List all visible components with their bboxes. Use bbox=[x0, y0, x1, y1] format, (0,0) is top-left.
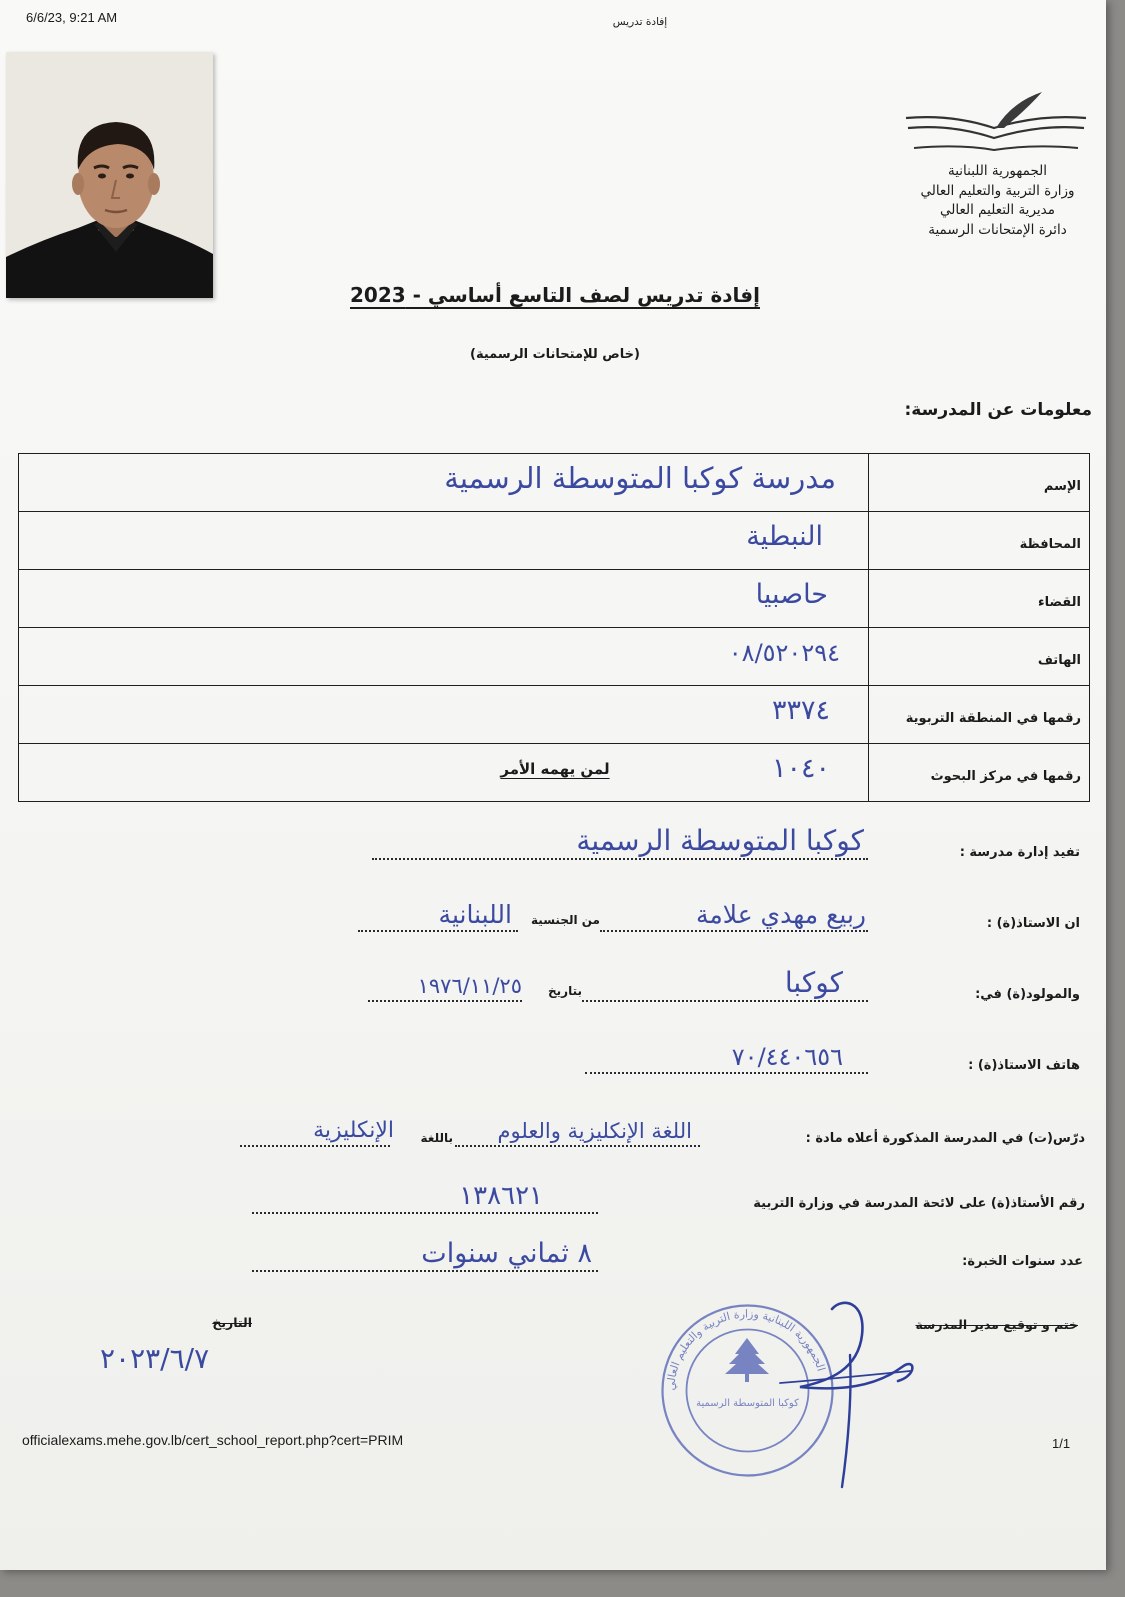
birthdate-label: بتاريخ bbox=[548, 984, 582, 998]
source-url: officialexams.mehe.gov.lb/cert_school_report.php?cert=PRIM bbox=[22, 1432, 404, 1448]
nationality-field bbox=[358, 900, 518, 932]
applicant-photo bbox=[6, 52, 213, 298]
birthdate-value: ١٩٧٦/١١/٢٥ bbox=[417, 974, 522, 998]
language-label: باللغة bbox=[420, 1131, 453, 1145]
school-info-table bbox=[18, 453, 1090, 802]
cedar-icon bbox=[725, 1338, 769, 1382]
experience-field bbox=[252, 1240, 598, 1272]
subject-value: اللغة الإنكليزية والعلوم bbox=[497, 1119, 692, 1143]
stamp-ring-text: الجمهورية اللبنانية وزارة التربية والتعليم العالي bbox=[664, 1307, 828, 1391]
row-value: ٣٣٧٤ bbox=[19, 686, 869, 744]
teacher-name-field bbox=[600, 900, 868, 932]
table-row-region-number bbox=[19, 686, 1090, 744]
school-label: تفيد إدارة مدرسة : bbox=[959, 845, 1080, 860]
birthdate-field bbox=[368, 970, 522, 1002]
table-row-district bbox=[19, 570, 1090, 628]
nationality-label: من الجنسية bbox=[531, 913, 600, 927]
row-value: ٠٨/٥٢٠٢٩٤ bbox=[19, 628, 869, 686]
row-value: مدرسة كوكبا المتوسطة الرسمية bbox=[19, 454, 869, 512]
table-row-governorate bbox=[19, 512, 1090, 570]
table-row-name bbox=[19, 454, 1090, 512]
print-page-title: إفادة تدريس bbox=[612, 16, 668, 28]
teacher-phone-field bbox=[585, 1042, 868, 1074]
ministry-book-pen-icon bbox=[900, 88, 1090, 158]
row-value: النبطية bbox=[19, 512, 869, 570]
teacher-number-label: رقم الأستاذ(ة) على لائحة المدرسة في وزارة التربية bbox=[753, 1196, 1085, 1211]
birthplace-value: كوكبا bbox=[784, 966, 843, 999]
ministry-header bbox=[895, 162, 1100, 240]
page-number: 1/1 bbox=[1052, 1436, 1071, 1451]
subject-field bbox=[455, 1115, 700, 1147]
ministry-directorate: مديرية التعليم العالي bbox=[940, 202, 1055, 218]
teacher-number-value: ١٣٨٦٢١ bbox=[459, 1181, 543, 1211]
ministry-country: الجمهورية اللبنانية bbox=[947, 163, 1048, 179]
row-value: ١٠٤٠ bbox=[19, 744, 869, 802]
ministry-name: وزارة التربية والتعليم العالي bbox=[920, 182, 1075, 199]
row-value: حاصبيا bbox=[19, 570, 869, 628]
language-value: الإنكليزية bbox=[313, 1118, 394, 1143]
nationality-value: اللبنانية bbox=[438, 900, 512, 929]
principal-signature bbox=[770, 1295, 930, 1495]
experience-label: عدد سنوات الخبرة: bbox=[962, 1254, 1083, 1269]
row-label: رقمها في المنطقة التربوية bbox=[869, 686, 1090, 744]
signature-date-value: ٢٠٢٣/٦/٧ bbox=[100, 1342, 210, 1375]
row-label: المحافظة bbox=[869, 512, 1090, 570]
row-label: القضاء bbox=[869, 570, 1090, 628]
row-label: الإسم bbox=[869, 454, 1090, 512]
signature-date-label: التاريخ bbox=[212, 1315, 252, 1330]
birthplace-label: والمولود(ة) في: bbox=[975, 987, 1080, 1002]
ministry-department: دائرة الإمتحانات الرسمية bbox=[928, 221, 1067, 238]
table-row-phone bbox=[19, 628, 1090, 686]
teacher-label: ان الاستاذ(ة) : bbox=[986, 916, 1080, 931]
school-info-heading: معلومات عن المدرسة: bbox=[904, 400, 1092, 420]
teacher-number-field bbox=[252, 1182, 598, 1214]
teacher-phone-value: ٧٠/٤٤٠٦٥٦ bbox=[731, 1043, 843, 1071]
school-value: كوكبا المتوسطة الرسمية bbox=[576, 824, 864, 857]
experience-value: ٨ ثماني سنوات bbox=[421, 1238, 592, 1269]
school-field bbox=[372, 824, 868, 860]
teacher-phone-label: هاتف الاستاذ(ة) : bbox=[968, 1058, 1080, 1073]
stamp-center-text: كوكبا المتوسطة الرسمية bbox=[696, 1398, 799, 1409]
document-title: إفادة تدريس لصف التاسع أساسي - 2023 bbox=[350, 283, 760, 307]
row-label: رقمها في مركز البحوث bbox=[869, 744, 1090, 802]
print-datetime: 6/6/23, 9:21 AM bbox=[26, 10, 118, 25]
principal-signature-label: ختم و توقيع مدير المدرسة bbox=[915, 1317, 1078, 1332]
document-subtitle: (خاص للإمتحانات الرسمية) bbox=[470, 347, 640, 362]
row-label: الهاتف bbox=[869, 628, 1090, 686]
to-whom-heading: لمن يهمه الأمر bbox=[500, 760, 610, 778]
birthplace-field bbox=[582, 966, 868, 1002]
language-field bbox=[240, 1115, 394, 1147]
teacher-name-value: ربيع مهدي علامة bbox=[695, 900, 866, 929]
subject-label: درّس(ت) في المدرسة المذكورة أعلاه مادة : bbox=[805, 1131, 1085, 1146]
